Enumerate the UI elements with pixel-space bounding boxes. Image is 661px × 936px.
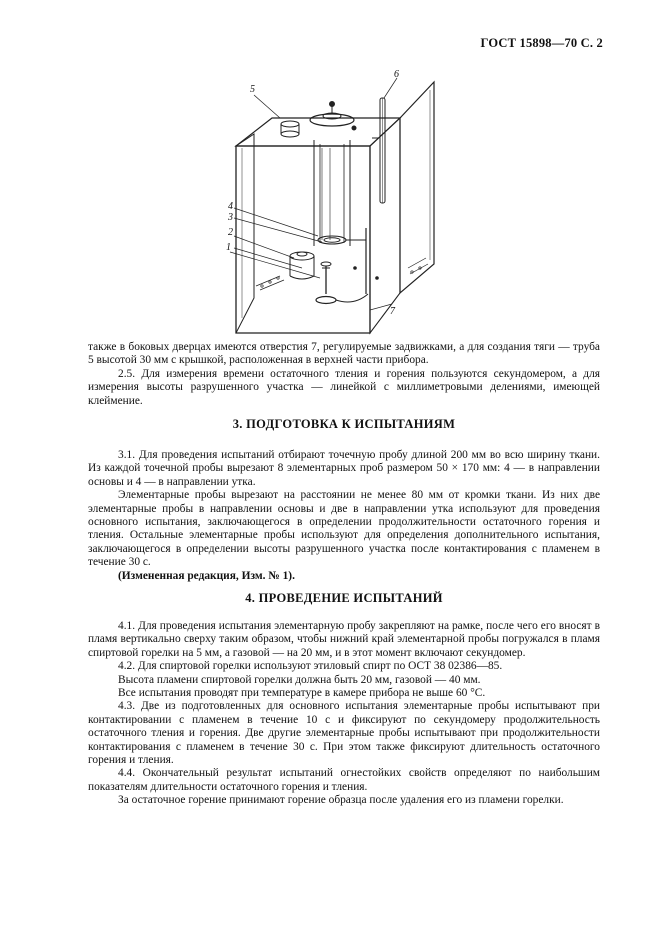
label-5: 5 [250,84,255,95]
section-4-paragraph-5: 4.3. Две из подготовленных для основного испытания элементарные пробы испытывают при контактировании с пламенем в течение 10 с и фиксируют по секундомеру продолжительность остаточного тления и горения. Две другие элементарные пробы испытывают при продолжительности контактирования с пламенем в течение 30 с. При этом также фиксируют длительность остаточного горения и тления. [88,700,600,767]
apparatus-figure [222,68,444,340]
label-6: 6 [394,69,399,80]
section-4-paragraph-6: 4.4. Окончательный результат испытаний огнестойких свойств определяют по наибольшим показателям длительности остаточного горения и тления. [88,767,600,793]
page-header: ГОСТ 15898—70 С. 2 [480,36,603,50]
section-4-paragraph-7: За остаточное горение принимают горение образца после удаления его из пламени горелки. [118,794,564,807]
section-4-paragraph-4: Все испытания проводят при температуре в камере прибора не выше 60 °С. [118,687,486,700]
section-3-body [88,449,600,583]
section-4-paragraph-3: Высота пламени спиртовой горелки должна быть 20 мм, газовой — 40 мм. [118,673,481,686]
section-3-paragraph-2: Элементарные пробы вырезают на расстоянии не менее 80 мм от кромки ткани. Из них две элементарные пробы в направлении основы и две в направлении утка используют для проведения основного испытания, заключающегося в определении продолжительности остаточного горения и тления. Остальные элементарные пробы используют для определения дополнительного испытания, заключающегося в определении высоты разрушенного участка после контактирования с пламенем в течение 30 с. [88,489,600,569]
intro-block [88,341,600,408]
section-3-heading: 3. ПОДГОТОВКА К ИСПЫТАНИЯМ [232,417,456,431]
amendment-note: (Измененная редакция, Изм. № 1). [118,569,295,582]
label-2: 2 [228,227,233,238]
section-4-heading-wrap [88,592,600,605]
label-3: 3 [228,212,233,223]
label-7: 7 [390,306,395,317]
section-4-body [88,620,600,808]
label-1: 1 [226,242,231,253]
section-4-paragraph-1: 4.1. Для проведения испытания элементарную пробу закрепляют на рамке, после чего его вносят в пламя вертикально сверху таким образом, чтобы нижний край элементарной пробы погружался в пламя спиртовой горелки на 5 мм, а газовой — на 20 мм, и в этот момент включают секундомер. [88,620,600,659]
label-4: 4 [228,201,233,212]
section-3-paragraph-1: 3.1. Для проведения испытаний отбирают точечную пробу длиной 200 мм во всю ширину ткани. Из каждой точечной пробы вырезают 8 элементарных проб размером 50 × 170 мм: 4 — в направлении основы и 4 — в направлении утка. [88,449,600,488]
intro-paragraph-1: также в боковых дверцах имеются отверстия 7, регулируемые задвижками, а для создания тяги — труба 5 высотой 30 мм с крышкой, расположенная в верхней части прибора. [88,341,600,367]
intro-paragraph-2: 2.5. Для измерения времени остаточного тления и горения пользуются секундомером, а для измерения высоты разрушенного участка — линейкой с миллиметровыми делениями, имеющей клеймение. [88,367,600,407]
section-4-heading: 4. ПРОВЕДЕНИЕ ИСПЫТАНИЙ [245,591,443,605]
section-3-heading-wrap [88,418,600,431]
section-4-paragraph-2: 4.2. Для спиртовой горелки используют этиловый спирт по ОСТ 38 02386—85. [118,660,503,673]
